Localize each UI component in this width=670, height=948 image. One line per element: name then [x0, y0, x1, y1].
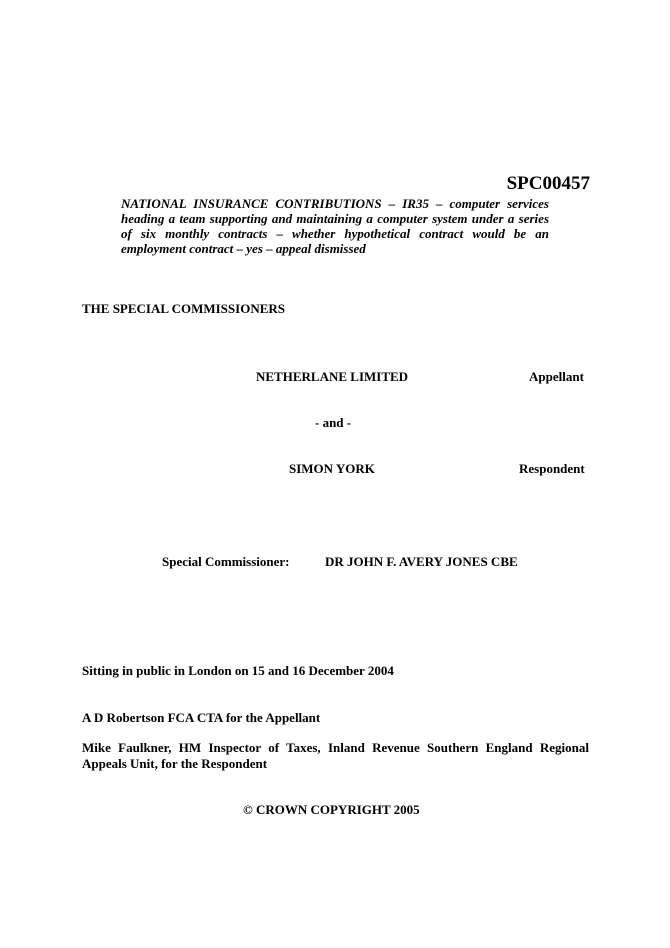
- appellant-representation: A D Robertson FCA CTA for the Appellant: [82, 710, 321, 725]
- case-reference: SPC00457: [506, 173, 590, 194]
- respondent-role: Respondent: [519, 461, 585, 476]
- headnote: NATIONAL INSURANCE CONTRIBUTIONS – IR35 – computer services heading a team supporting and maintaining a computer system under a series of six monthly contracts – whether hypothetical contract would be an employment contract – yes – appeal dismissed: [121, 196, 549, 256]
- party-separator: - and -: [315, 415, 352, 430]
- copyright-notice: © CROWN COPYRIGHT 2005: [243, 802, 420, 817]
- tribunal-title: THE SPECIAL COMMISSIONERS: [82, 301, 285, 316]
- respondent-name: SIMON YORK: [289, 461, 375, 476]
- commissioner-label: Special Commissioner:: [162, 554, 290, 569]
- commissioner-name: DR JOHN F. AVERY JONES CBE: [325, 554, 518, 569]
- respondent-representation: Mike Faulkner, HM Inspector of Taxes, Inland Revenue Southern England Regional Appeals Unit, for the Respondent: [82, 740, 589, 771]
- sitting-details: Sitting in public in London on 15 and 16 December 2004: [82, 663, 394, 678]
- appellant-role: Appellant: [529, 369, 584, 384]
- appellant-name: NETHERLANE LIMITED: [256, 369, 409, 384]
